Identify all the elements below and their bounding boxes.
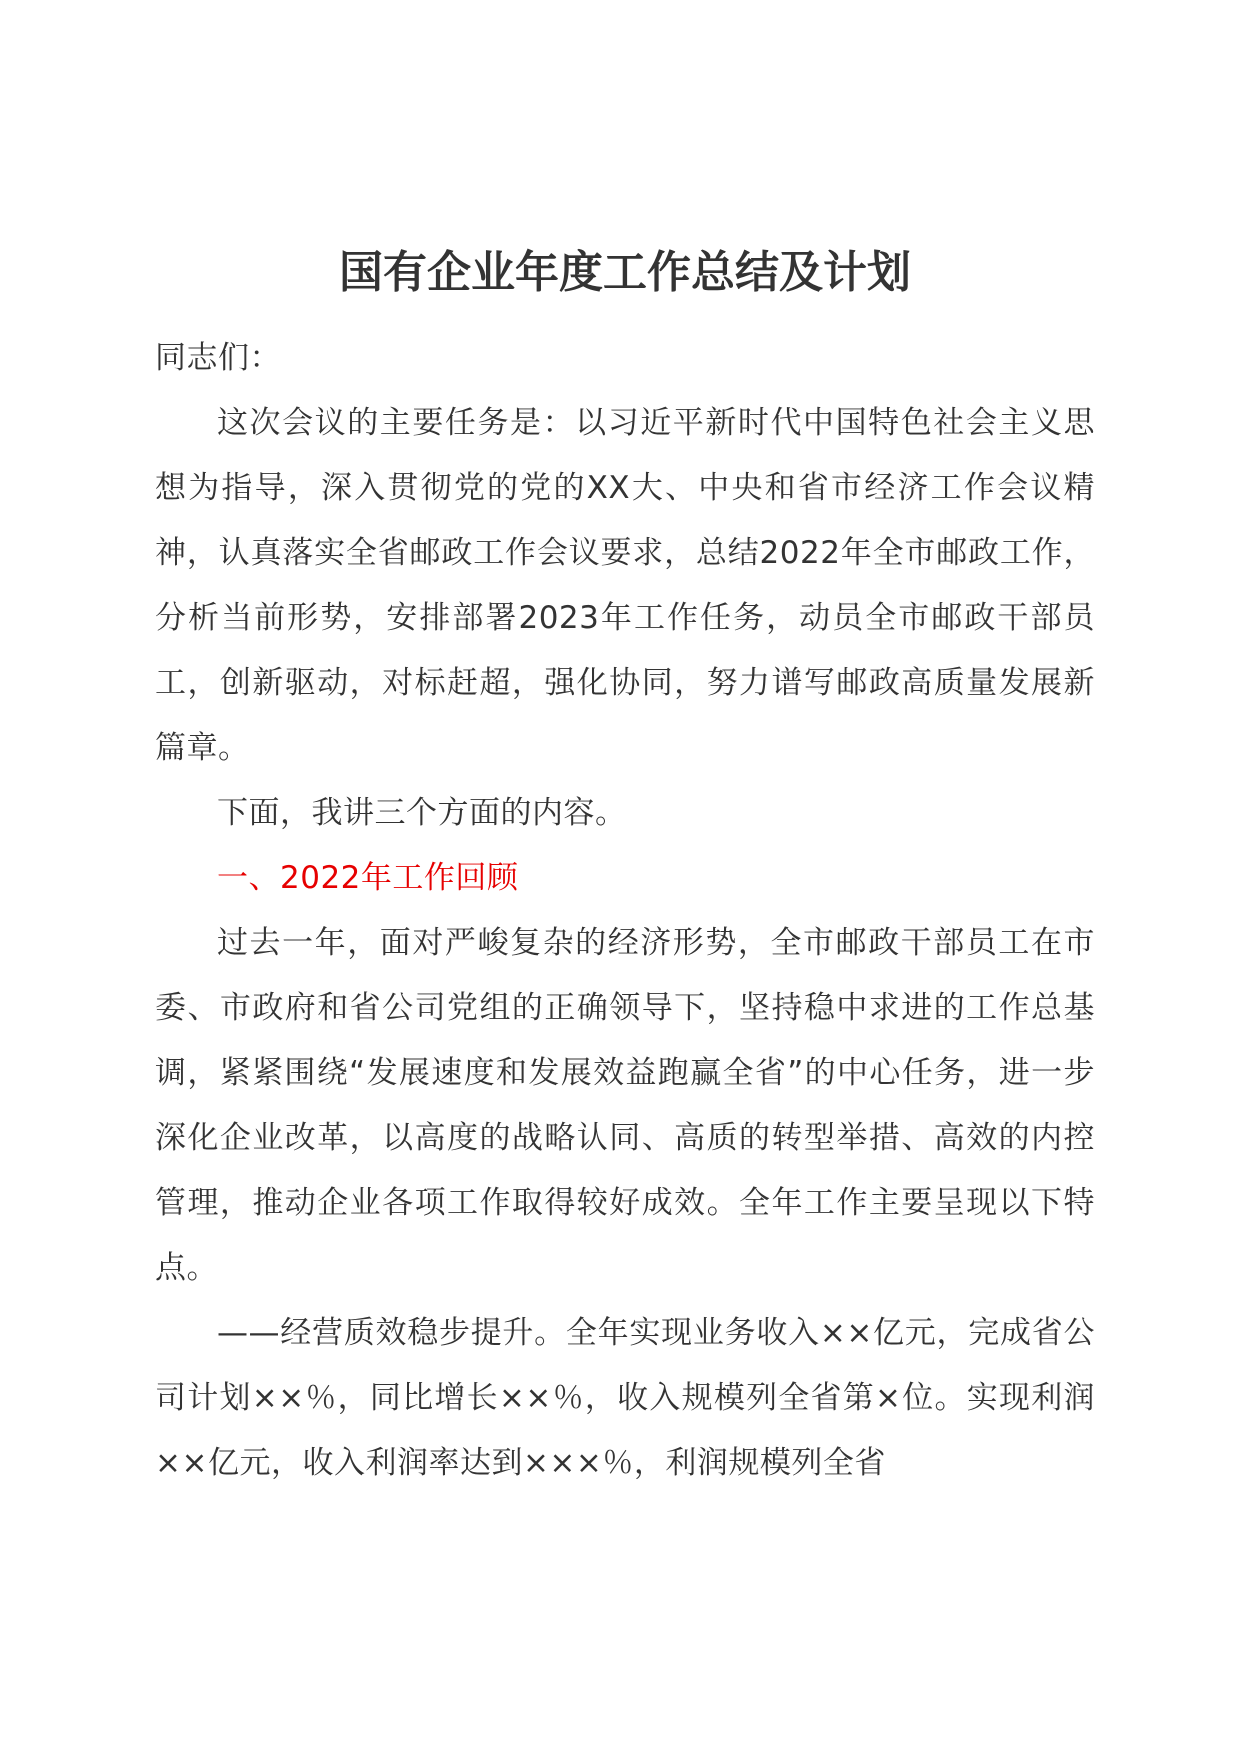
salutation: 同志们： (155, 340, 281, 376)
document-page (155, 238, 1095, 1496)
paragraph-outline: 下面，我讲三个方面的内容。 (217, 795, 627, 831)
document-title: 国有企业年度工作总结及计划 (339, 247, 911, 298)
section-heading: 一、2022年工作回顾 (217, 860, 519, 896)
paragraph-performance: ——经营质效稳步提升。全年实现业务收入××亿元，完成省公司计划××％，同比增长××％，收入规模列全省第×位。实现利润××亿元，收入利润率达到×××％，利润规模列全省 (155, 1315, 1095, 1481)
paragraph-review: 过去一年，面对严峻复杂的经济形势，全市邮政干部员工在市委、市政府和省公司党组的正确领导下，坚持稳中求进的工作总基调，紧紧围绕“发展速度和发展效益跑赢全省”的中心任务，进一步深化企业改革，以高度的战略认同、高质的转型举措、高效的内控管理，推动企业各项工作取得较好成效。全年工作主要呈现以下特点。 (155, 925, 1095, 1286)
paragraph-intro: 这次会议的主要任务是：以习近平新时代中国特色社会主义思想为指导，深入贯彻党的党的XX大、中央和省市经济工作会议精神，认真落实全省邮政工作会议要求，总结2022年全市邮政工作，分析当前形势，安排部署2023年工作任务，动员全市邮政干部员工，创新驱动，对标赶超，强化协同，努力谱写邮政高质量发展新篇章。 (155, 405, 1095, 766)
